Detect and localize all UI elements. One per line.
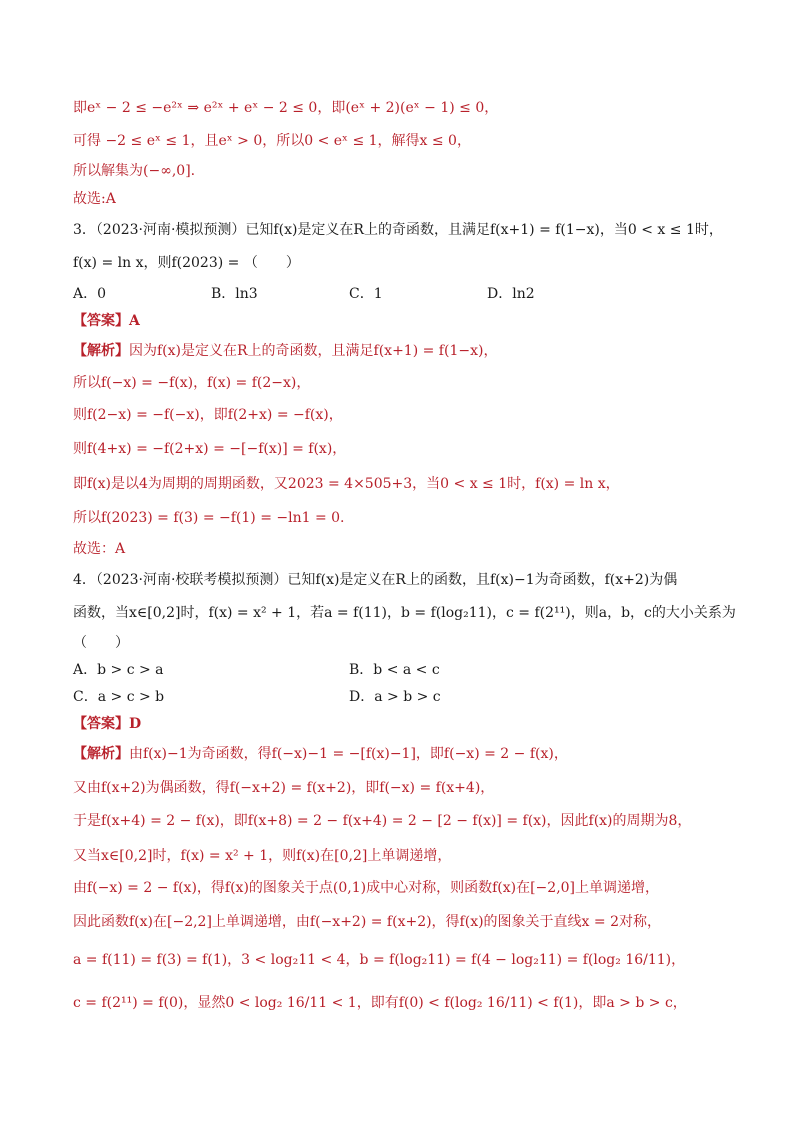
- solution-line: 可得 −2 ≤ eˣ ≤ 1，且eˣ > 0，所以0 < eˣ ≤ 1，解得x ≤ 0，: [73, 133, 471, 149]
- question-3-answer: [73, 311, 140, 331]
- solution-line: 由f(−x) = 2 − f(x)，得f(x)的图象关于点(0,1)成中心对称，则函数f(x)在[−2,0]上单调递增，: [73, 880, 660, 896]
- solution-line: 即f(x)是以4为周期的周期函数，又2023 = 4×505+3，当0 < x ≤ 1时，f(x) = ln x，: [73, 476, 620, 492]
- answer-value: D: [129, 716, 142, 732]
- solution-line: 因此函数f(x)在[−2,2]上单调递增，由f(−x+2) = f(x+2)，得f(x)的图象关于直线x = 2对称，: [73, 914, 661, 930]
- question-4-option-d: D．a > b > c: [349, 689, 441, 705]
- analysis-text: 由f(x)−1为奇函数，得f(−x)−1 = −[f(x)−1]，即f(−x) = 2 − f(x)，: [129, 746, 568, 762]
- answer-label: 【答案】: [73, 313, 129, 329]
- question-4-option-a: A．b > c > a: [73, 662, 164, 678]
- solution-line: c = f(2¹¹) = f(0)，显然0 < log₂ 16/11 < 1，即有f(0) < f(log₂ 16/11) < f(1)，即a > b > c，: [73, 995, 687, 1011]
- question-3-stem: f(x) = ln x，则f(2023) = （ ）: [73, 255, 300, 271]
- solution-conclusion: 故选：A: [73, 541, 126, 557]
- question-4-stem: 函数，当x∈[0,2]时，f(x) = x² + 1，若a = f(11)，b = f(log₂11)，c = f(2¹¹)，则a，b，c的大小关系为: [73, 605, 736, 621]
- solution-line: 所以f(2023) = f(3) = −f(1) = −ln1 = 0.: [73, 510, 345, 526]
- question-3-option-a: A．0: [73, 286, 107, 302]
- analysis-label: 【解析】: [73, 746, 129, 762]
- solution-line: 所以解集为(−∞,0].: [73, 163, 196, 179]
- question-4-answer: [73, 714, 141, 734]
- analysis-label: 【解析】: [73, 343, 129, 359]
- question-3-option-b: B．ln3: [211, 286, 258, 302]
- answer-value: A: [129, 313, 140, 329]
- question-3-option-d: D．ln2: [487, 286, 535, 302]
- solution-line: a = f(11) = f(3) = f(1)，3 < log₂11 < 4，b = f(log₂11) = f(4 − log₂11) = f(log₂ 16/11)，: [73, 952, 686, 968]
- question-4-analysis: [73, 744, 568, 764]
- solution-conclusion: 故选:A: [73, 191, 116, 207]
- analysis-text: 因为f(x)是定义在R上的奇函数，且满足f(x+1) = f(1−x)，: [129, 343, 498, 359]
- solution-line: 又由f(x+2)为偶函数，得f(−x+2) = f(x+2)，即f(−x) = f(x+4)，: [73, 780, 495, 796]
- question-3-analysis: [73, 341, 497, 361]
- answer-label: 【答案】: [73, 716, 129, 732]
- solution-line: 于是f(x+4) = 2 − f(x)，即f(x+8) = 2 − f(x+4) = 2 − [2 − f(x)] = f(x)，因此f(x)的周期为8，: [73, 813, 692, 829]
- question-4-stem: （ ）: [73, 635, 129, 651]
- question-3-stem: 3．（2023·河南·模拟预测）已知f(x)是定义在R上的奇函数，且满足f(x+1) = f(1−x)，当0 < x ≤ 1时，: [73, 222, 723, 238]
- solution-line: 即eˣ − 2 ≤ −e²ˣ ⇒ e²ˣ + eˣ − 2 ≤ 0，即(eˣ + 2)(eˣ − 1) ≤ 0，: [73, 100, 499, 116]
- question-4-option-c: C．a > c > b: [73, 689, 165, 705]
- question-4-option-b: B．b < a < c: [349, 662, 440, 678]
- solution-line: 则f(2−x) = −f(−x)，即f(2+x) = −f(x)，: [73, 407, 343, 423]
- solution-line: 又当x∈[0,2]时，f(x) = x² + 1，则f(x)在[0,2]上单调递增，: [73, 848, 452, 864]
- question-3-option-c: C．1: [349, 286, 383, 302]
- solution-line: 所以f(−x) = −f(x)，f(x) = f(2−x)，: [73, 375, 311, 391]
- solution-line: 则f(4+x) = −f(2+x) = −[−f(x)] = f(x)，: [73, 441, 347, 457]
- question-4-stem: 4．（2023·河南·校联考模拟预测）已知f(x)是定义在R上的函数，且f(x)−1为奇函数，f(x+2)为偶: [73, 572, 678, 588]
